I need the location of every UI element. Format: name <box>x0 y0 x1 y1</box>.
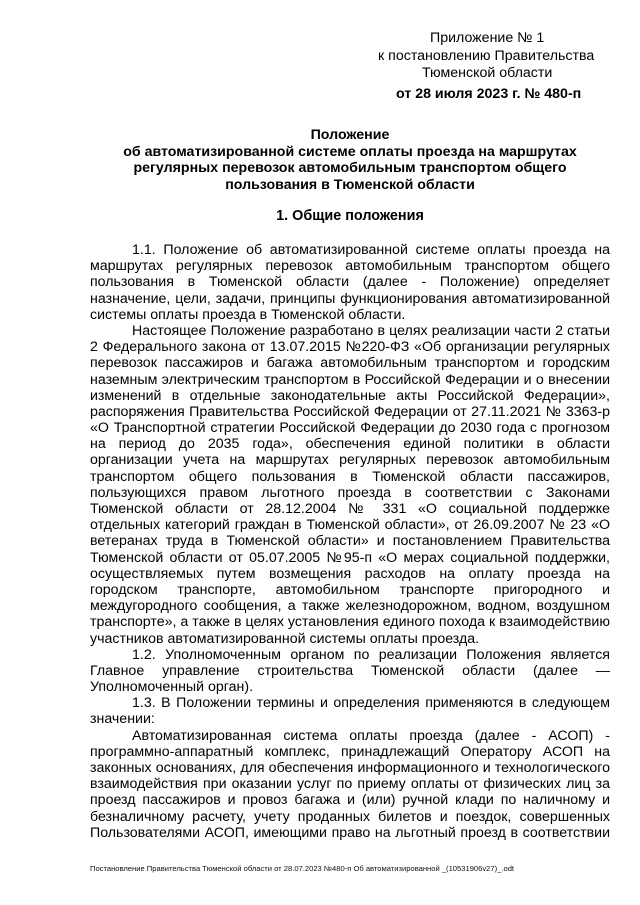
section-heading: 1. Общие положения <box>276 208 424 224</box>
body-line: назначение, цели, задачи, принципы функционирования автоматизированной <box>90 290 610 307</box>
document-body <box>90 242 610 841</box>
body-line: значении: <box>90 711 155 728</box>
body-line: Тюменской области от 05.07.2005 №95-п «О мерах социальной поддержки, <box>90 549 610 566</box>
region-name: Тюменской области <box>422 65 553 81</box>
body-line: проезд пассажиров и провоз багажа и (или) ручной клади по наличному и <box>90 792 610 809</box>
body-line: организации учета на маршрутах регулярных перевозок автомобильным <box>90 452 610 469</box>
body-line: безналичному расчету, учету проданных билетов и поездок, совершенных <box>90 808 610 825</box>
appendix-number: Приложение № 1 <box>430 30 545 46</box>
body-line: ветеранах труда в Тюменской области» и постановлением Правительства <box>90 533 610 550</box>
body-line: Главное управление строительства Тюменской области (далее — <box>90 662 610 679</box>
appendix-header <box>358 30 618 103</box>
body-line: транспорте», а также в целях установления единого похода к взаимодействию <box>90 614 610 631</box>
body-line: Автоматизированная система оплаты проезда (далее - АСОП) - <box>132 727 610 744</box>
title-line: Положение <box>310 127 390 143</box>
body-line: Тюменской области от 28.12.2004 № 331 «О социальной поддержке <box>90 501 610 517</box>
body-line: законных основаниях, для обеспечения информационного и технологического <box>90 760 610 776</box>
title-line: об автоматизированной системе оплаты проезда на маршрутах <box>123 143 577 160</box>
decree-date-number: от 28 июля 2023 г. № 480-п <box>396 85 582 102</box>
body-line: междугородного сообщения, а также железнодорожном, водном, воздушном <box>90 598 610 615</box>
body-line: участников автоматизированной системы оплаты проезда. <box>90 630 480 647</box>
body-line: 1.1. Положение об автоматизированной системе оплаты проезда на <box>132 242 610 258</box>
body-line: программно-аппаратный комплекс, принадлежащий Оператору АСОП на <box>90 743 610 760</box>
body-line: 1.3. В Положении термины и определения применяются в следующем <box>132 695 610 712</box>
body-line: Пользователями АСОП, имеющими право на льготный проезд в соответствии <box>90 824 610 841</box>
body-line: отдельных категорий граждан в Тюменской области», от 26.09.2007 № 23 «О <box>90 517 610 534</box>
body-line: городском транспорте, автомобильном транспорте пригородного и <box>90 581 610 598</box>
body-line: Уполномоченный орган). <box>90 679 254 696</box>
body-line: перевозок пассажиров и багажа автомобильным транспортом и городским <box>90 355 610 372</box>
body-line: взаимодействия при оказании услуг по приему оплаты от физических лиц за <box>90 776 610 793</box>
title-line: регулярных перевозок автомобильным транспортом общего <box>133 160 567 176</box>
body-line: Настоящее Положение разработано в целях реализации части 2 статьи <box>132 322 610 339</box>
body-line: маршрутах регулярных перевозок автомобильным транспортом общего <box>90 258 610 275</box>
title-line: пользования в Тюменской области <box>225 176 475 193</box>
document-title <box>90 127 610 193</box>
body-line: осуществляемых путем возмещения расходов на оплату проезда на <box>90 565 610 582</box>
body-line: транспортом общего пользования в Тюменской области пассажиров, <box>90 468 610 485</box>
body-line: 1.2. Уполномоченным органом по реализации Положения является <box>132 646 610 663</box>
decree-reference: к постановлению Правительства <box>378 47 595 64</box>
body-line: 2 Федерального закона от 13.07.2015 №220-ФЗ «Об организации регулярных <box>90 339 610 356</box>
body-line: наземным электрическим транспортом в Российской Федерации и о внесении <box>90 371 610 388</box>
body-line: системы оплаты проезда в Тюменской области. <box>90 306 406 323</box>
body-line: на период до 2035 года», обеспечения единой политики в области <box>90 436 610 453</box>
body-line: пользования в Тюменской области (далее - Положение) определяет <box>90 274 610 291</box>
page-footer: Постановление Правительства Тюменской области от 28.07.2023 №480-п Об автоматизированной _(10531906v27)_.odt <box>90 864 515 873</box>
body-line: распоряжения Правительства Российской Федерации от 27.11.2021 № 3363-р <box>90 403 610 420</box>
body-line: пользующихся правом льготного проезда в соответствии с Законами <box>90 484 610 501</box>
body-line: «О Транспортной стратегии Российской Федерации до 2030 года с прогнозом <box>90 420 610 437</box>
body-line: изменений в отдельные законодательные акты Российской Федерации», <box>90 387 610 404</box>
